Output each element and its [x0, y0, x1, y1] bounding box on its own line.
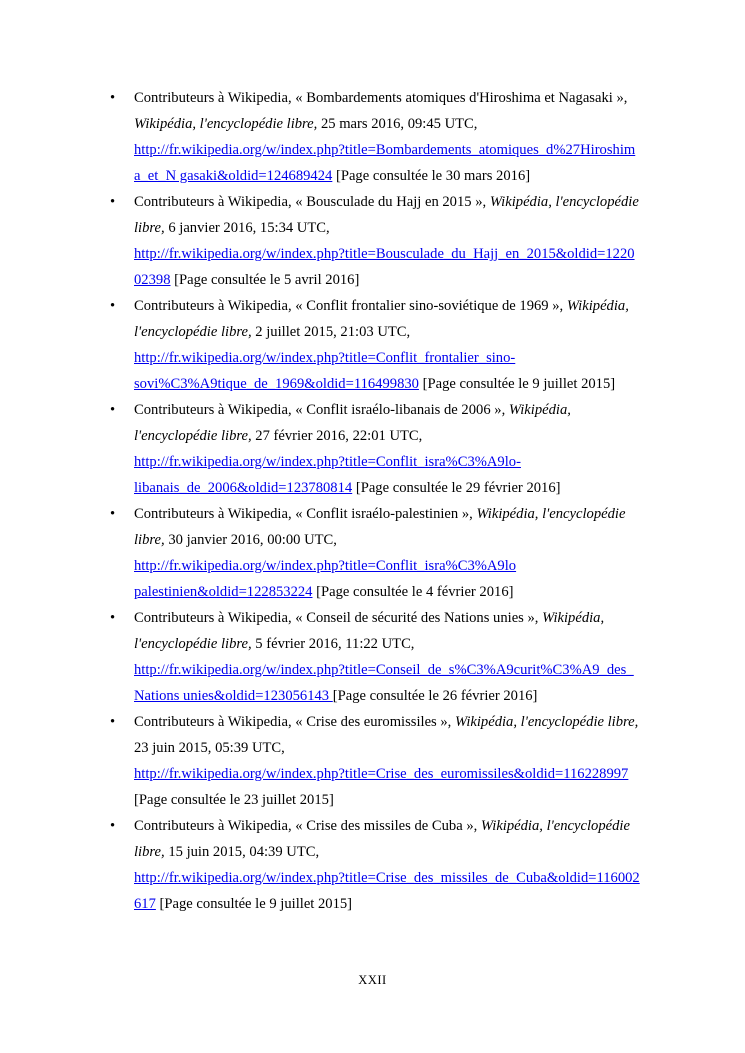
reference-line — [134, 657, 670, 683]
reference-line: libre, 30 janvier 2016, 00:00 UTC, — [134, 532, 337, 548]
reference-link[interactable]: http://fr.wikipedia.org/w/index.php?title=Crise_des_missiles_de_Cuba&oldid=116002 — [134, 870, 640, 886]
reference-line — [134, 371, 670, 397]
reference-line — [134, 345, 670, 371]
work-title: Wikipédia, l'encyclopédie — [489, 194, 639, 210]
reference-line — [134, 683, 670, 709]
reference-item-conseil-securite — [110, 605, 670, 709]
reference-line — [134, 241, 670, 267]
reference-line — [134, 579, 670, 605]
reference-link[interactable]: http://fr.wikipedia.org/w/index.php?title=Conflit_frontalier_sino- — [134, 350, 516, 366]
reference-line: libre, 15 juin 2015, 04:39 UTC, — [134, 844, 320, 860]
reference-item-hajj — [110, 189, 670, 293]
reference-item-sino-sovietique — [110, 293, 670, 397]
work-title: l'encyclopédie libre, — [134, 428, 252, 444]
reference-link[interactable]: a_et_N gasaki&oldid=124689424 — [134, 168, 333, 184]
reference-line — [134, 787, 670, 813]
reference-item-hiroshima — [110, 85, 670, 189]
reference-link[interactable]: http://fr.wikipedia.org/w/index.php?title=Conflit_isra%C3%A9lo- — [134, 454, 521, 470]
reference-line — [134, 865, 670, 891]
reference-link[interactable]: libanais_de_2006&oldid=123780814 — [134, 480, 353, 496]
bullet: • — [110, 506, 116, 522]
reference-line: Contributeurs à Wikipedia, « Crise des missiles de Cuba », Wikipédia, l'encyclopédie — [134, 818, 630, 834]
reference-line: Contributeurs à Wikipedia, « Bousculade du Hajj en 2015 », Wikipédia, l'encyclopédie — [134, 194, 639, 210]
reference-list — [110, 85, 670, 917]
page-number: XXII — [358, 973, 387, 987]
consulted-date: [Page consultée le 9 juillet 2015] — [418, 376, 616, 392]
reference-link[interactable]: http://fr.wikipedia.org/w/index.php?title=Bousculade_du_Hajj_en_2015&oldid=1220 — [134, 246, 635, 262]
reference-line — [134, 553, 670, 579]
consulted-date: [Page consultée le 5 avril 2016] — [170, 272, 360, 288]
reference-item-israelo-palestinien — [110, 501, 670, 605]
reference-link[interactable]: Nations unies&oldid=123056143 — [134, 688, 333, 704]
reference-link[interactable]: sovi%C3%A9tique_de_1969&oldid=116499830 — [134, 376, 419, 392]
work-title: libre, — [134, 220, 165, 236]
consulted-date: [Page consultée le 4 février 2016] — [312, 584, 514, 600]
reference-line: Wikipédia, l'encyclopédie libre, 25 mars 2016, 09:45 UTC, — [134, 116, 478, 132]
work-title: Wikipédia, — [508, 402, 571, 418]
reference-link[interactable]: http://fr.wikipedia.org/w/index.php?title=Conflit_isra%C3%A9lo — [134, 558, 517, 574]
reference-line — [134, 267, 670, 293]
reference-line: l'encyclopédie libre, 27 février 2016, 22:01 UTC, — [134, 428, 423, 444]
bullet: • — [110, 298, 116, 314]
work-title: l'encyclopédie libre, — [134, 636, 252, 652]
reference-line: 23 juin 2015, 05:39 UTC, — [134, 740, 285, 756]
work-title: Wikipédia, — [542, 610, 605, 626]
work-title: Wikipédia, l'encyclopédie libre, — [134, 116, 318, 132]
work-title: Wikipédia, l'encyclopédie — [476, 506, 626, 522]
consulted-date: [Page consultée le 30 mars 2016] — [332, 168, 531, 184]
consulted-date: [Page consultée le 26 février 2016] — [332, 688, 538, 704]
work-title: Wikipédia, l'encyclopédie libre, — [454, 714, 639, 730]
consulted-date: [Page consultée le 9 juillet 2015] — [155, 896, 353, 912]
reference-line: Contributeurs à Wikipedia, « Crise des euromissiles », Wikipédia, l'encyclopédie libre, — [134, 714, 639, 730]
reference-item-missiles-cuba — [110, 813, 670, 917]
reference-item-israelo-libanais — [110, 397, 670, 501]
reference-line — [134, 475, 670, 501]
reference-link[interactable]: http://fr.wikipedia.org/w/index.php?title=Bombardements_atomiques_d%27Hiroshim — [134, 142, 636, 158]
reference-link[interactable]: 02398 — [134, 272, 171, 288]
reference-line: Contributeurs à Wikipedia, « Bombardements atomiques d'Hiroshima et Nagasaki », — [134, 90, 628, 106]
reference-line: Contributeurs à Wikipedia, « Conseil de sécurité des Nations unies », Wikipédia, — [134, 610, 605, 626]
bullet: • — [110, 402, 116, 418]
reference-line — [134, 891, 670, 917]
reference-line: l'encyclopédie libre, 2 juillet 2015, 21:03 UTC, — [134, 324, 411, 340]
reference-link[interactable]: http://fr.wikipedia.org/w/index.php?title=Conseil_de_s%C3%A9curit%C3%A9_des_ — [134, 662, 634, 678]
reference-link[interactable]: 617 — [134, 896, 156, 912]
work-title: l'encyclopédie libre, — [134, 324, 252, 340]
consulted-date: [Page consultée le 29 février 2016] — [352, 480, 561, 496]
bullet: • — [110, 90, 116, 106]
consulted-date: [Page consultée le 23 juillet 2015] — [134, 792, 334, 808]
bullet: • — [110, 714, 116, 730]
reference-line — [134, 761, 670, 787]
reference-link[interactable]: http://fr.wikipedia.org/w/index.php?title=Crise_des_euromissiles&oldid=116228997 — [134, 766, 629, 782]
reference-line: l'encyclopédie libre, 5 février 2016, 11:22 UTC, — [134, 636, 415, 652]
reference-line: libre, 6 janvier 2016, 15:34 UTC, — [134, 220, 330, 236]
reference-line — [134, 137, 670, 163]
reference-line — [134, 449, 670, 475]
bullet: • — [110, 610, 116, 626]
reference-line: Contributeurs à Wikipedia, « Conflit israélo-palestinien », Wikipédia, l'encyclopédie — [134, 506, 626, 522]
work-title: Wikipédia, l'encyclopédie — [480, 818, 630, 834]
work-title: Wikipédia, — [566, 298, 629, 314]
work-title: libre, — [134, 844, 165, 860]
reference-line: Contributeurs à Wikipedia, « Conflit israélo-libanais de 2006 », Wikipédia, — [134, 402, 571, 418]
reference-line — [134, 163, 670, 189]
bullet: • — [110, 818, 116, 834]
reference-line: Contributeurs à Wikipedia, « Conflit frontalier sino-soviétique de 1969 », Wikipédia, — [134, 298, 629, 314]
work-title: libre, — [134, 532, 165, 548]
reference-item-euromissiles — [110, 709, 670, 813]
reference-link[interactable]: palestinien&oldid=122853224 — [134, 584, 313, 600]
bullet: • — [110, 194, 116, 210]
